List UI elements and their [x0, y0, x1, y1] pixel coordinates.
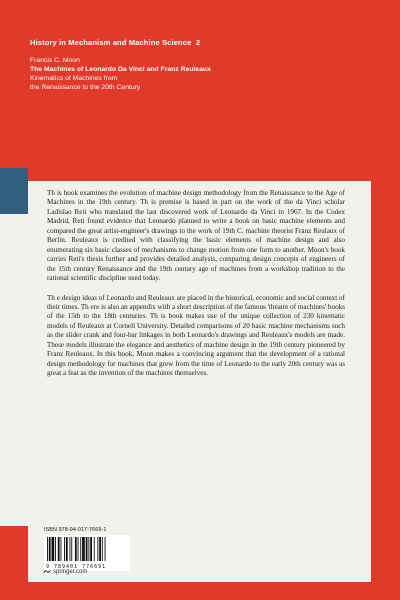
- subtitle-line-2: the Renaissance to the 20th Century: [30, 84, 141, 91]
- side-light-band: [0, 214, 28, 526]
- subtitle-line-1: Kinematics of Machines from: [30, 75, 118, 82]
- barcode-digits: 9 789401 776691: [46, 564, 107, 570]
- series-number: 2: [195, 38, 201, 47]
- publisher-url: springer.com: [53, 568, 88, 575]
- barcode-block: [44, 527, 132, 571]
- cover-header: [30, 38, 360, 92]
- barcode-bars: [44, 535, 130, 563]
- publisher-footer: [43, 568, 87, 575]
- blurb-paragraph-1: Th is book examines the evolution of machine design methodology from the Renaissance to the Age of Machines in the 19th century. Th is premise is based in part on the work of the da Vinci scholar Ladislao Reti who translated the last discovered work of Leonardo da Vinci in 1967. In the Codex Madrid, Reti found evidence that Leonardo planned to write a book on basic machine elements and compared the great artist-engineer's drawings to the work of 19th C. machine theorist Franz Reulaux of Berlin. Reuleaux is credited with classifying the basic elements of machine design and also enumerating six basic classes of mechanisms to change motion from one form to another. Moon's book carries Reti's thesis further and provides detailed analysis, comparing design concepts of engineers of the 15th century Renaissance and the 19th century age of machines from a workshop tradition to the rational scientific discipline used today.: [47, 189, 345, 283]
- side-color-band: [0, 168, 28, 214]
- series-title: History in Mechanism and Machine Science: [30, 38, 192, 47]
- isbn-text: ISBN 978-94-017-7669-1: [44, 527, 107, 533]
- book-subtitle: [30, 74, 360, 92]
- author-name: Francis C. Moon: [30, 57, 80, 64]
- barcode-image: [44, 535, 130, 571]
- springer-logo-icon: [43, 568, 51, 575]
- series-line: [30, 38, 360, 47]
- back-cover-blurb: [47, 189, 345, 389]
- blurb-paragraph-2: Th e design ideas of Leonardo and Reuleaux are placed in the historical, economic and social context of their times. Th ere is also an appendix with a short description of the famous 'theatre of machines' books of the 15th to the 18th centuries. Th is book makes use of the unique collection of 230 kinematic models of Reuleaux at Cornell University. Detailed comparisons of 20 basic machine mechanisms such as the slider crank and four-bar linkages in both Leonardo's drawings and Reuleaux's models are made. These models illustrate the elegance and aesthetics of machine design in the 19th century pioneered by Franz Reuleaux. In this book, Moon makes a convincing argument that the development of a rational design methodology for machines that grew from the time of Leonardo to the early 20th century was as great a feat as the invention of the machines themselves.: [47, 293, 345, 378]
- book-title: The Machines of Leonardo Da Vinci and Franz Reuleaux: [30, 66, 211, 73]
